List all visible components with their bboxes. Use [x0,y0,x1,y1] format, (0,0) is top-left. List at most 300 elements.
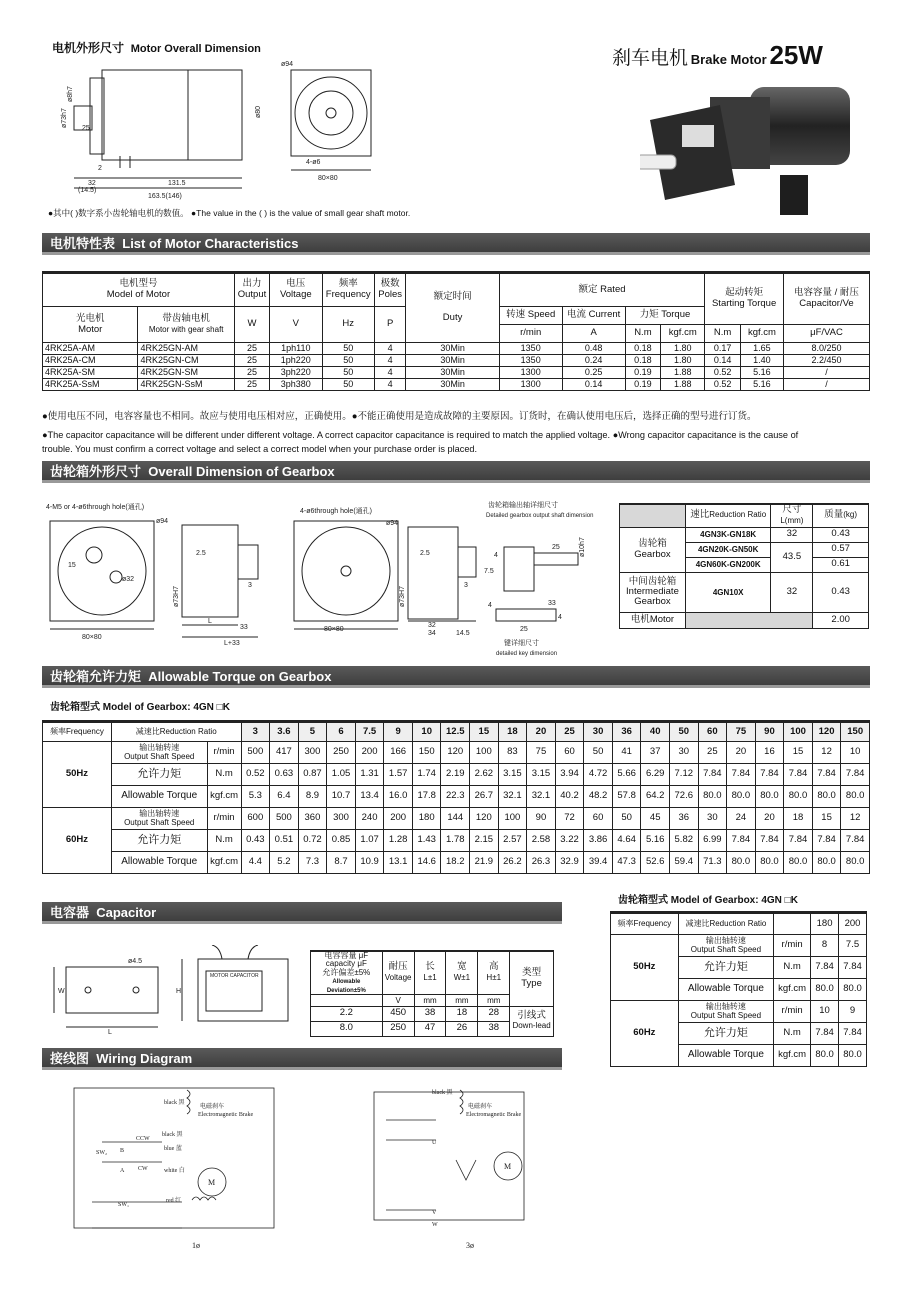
gb-label: 14.5 [456,630,470,637]
value-cell: 80.0 [755,852,784,874]
value-cell: 6.29 [641,764,670,786]
cap-th-h: 高 H±1 [478,951,510,994]
value-cell: 0.63 [270,764,299,786]
freq-cell: 50Hz [611,935,679,1001]
value-cell: 16 [755,742,784,764]
value-cell: 52.6 [641,852,670,874]
gb-label: 15 [68,562,76,569]
table-cell: 25 [234,355,269,367]
gb-label: 3 [248,582,252,589]
ratio-cell: 7.5 [355,722,384,742]
value-cell: 150 [412,742,441,764]
gb-label: 33 [240,624,248,631]
table-cell: 0.14 [705,355,741,367]
value-cell: 80.0 [727,852,756,874]
unit-cell: kgf.cm [774,979,811,1001]
value-cell: 71.3 [698,852,727,874]
motor-characteristics-table [42,271,870,391]
value-cell: 120 [441,742,470,764]
freq-cell: 50Hz [43,742,112,808]
wt-th-w: 质量(kg) [813,504,869,527]
table-cell: / [783,379,869,391]
wire-label: CW [138,1166,148,1172]
value-cell: 180 [412,808,441,830]
capacitor-table [310,950,554,1037]
value-cell: 3.22 [555,830,584,852]
ratio-cell: 15 [470,722,499,742]
cap-unit-l: mm [414,994,446,1006]
th-voltage: 电压 Voltage [270,273,322,307]
value-cell: 18.2 [441,852,470,874]
dim-label: 131.5 [168,180,186,187]
value-cell: 21.9 [470,852,499,874]
wt-ratio: 4GN60K-GN200K [685,557,771,572]
ratio-cell: 18 [498,722,527,742]
wire-label: blue 蓝 [164,1146,182,1152]
gb-label: ø73H7 [173,585,180,607]
table-cell: 1.80 [661,343,705,355]
value-cell: 47.3 [612,852,641,874]
row-label: 输出轴转速 Output Shaft Speed [111,808,207,830]
unit-w: W [234,307,269,343]
value-cell: 0.43 [241,830,270,852]
torque2-model-label: 齿轮箱型式 Model of Gearbox: 4GN □K [618,895,798,906]
gb-label: 2.5 [420,550,430,557]
table-cell: 1.80 [661,355,705,367]
gb-label: 4-ø6through hole(通孔) [300,508,372,515]
unit-cell: r/min [774,935,811,957]
table-cell: 1ph110 [270,343,322,355]
table-cell: 4 [374,355,405,367]
value-cell: 10.9 [355,852,384,874]
value-cell: 7.84 [839,957,867,979]
value-cell: 48.2 [584,786,613,808]
value-cell: 20 [727,742,756,764]
table-cell: 4RK25A-AM [43,343,138,355]
table-cell: 25 [234,367,269,379]
value-cell: 4.64 [612,830,641,852]
value-cell: 1.07 [355,830,384,852]
torque-row [43,808,870,830]
gb-label: 32 [428,622,436,629]
wire-label: M [504,1162,512,1171]
th-starting-torque: 起动转矩 Starting Torque [705,273,784,325]
value-cell: 2.62 [470,764,499,786]
cap-unit-h: mm [478,994,510,1006]
cap-th-type: 类型 Type [510,951,554,1006]
dim-label: 80×80 [318,175,338,182]
unit-cell: r/min [207,742,241,764]
value-cell: 50 [612,808,641,830]
cap-th-capacity: 电容容量 μF capacity μF 允许偏差±5% Allowable Deviation±5% [311,951,383,994]
unit-v: V [270,307,322,343]
table-cell: 4RK25GN-AM [138,343,234,355]
ratio-cell: 180 [811,913,839,935]
corner [774,913,811,935]
th-current: 电流 Current [562,307,625,325]
table-cell: 0.52 [705,367,741,379]
value-cell: 12 [812,742,841,764]
unit-cell: kgf.cm [207,786,241,808]
cap-val: 450 [382,1006,414,1021]
cap-unit-v: V [382,994,414,1006]
wire-label: 电磁刹车 [200,1104,225,1110]
table-row [43,367,870,379]
torque-row [43,742,870,764]
value-cell: 100 [498,808,527,830]
allowable-torque-table-2 [610,911,867,1067]
value-cell: 8.9 [298,786,327,808]
table-cell: 0.48 [562,343,625,355]
row-label: 允许力矩 [678,957,773,979]
table-cell: 1.65 [740,343,783,355]
value-cell: 5.3 [241,786,270,808]
value-cell: 6.4 [270,786,299,808]
wire-caption: 1ø [192,1241,200,1250]
gb-label: 80×80 [82,634,102,641]
freq-cell: 60Hz [43,808,112,874]
value-cell: 7.84 [812,830,841,852]
table-cell: 4RK25GN-SM [138,367,234,379]
value-cell: 80.0 [784,852,813,874]
gb-label: 25 [552,544,560,551]
value-cell: 7.5 [839,935,867,957]
value-cell: 500 [270,808,299,830]
cap-label: MOTOR CAPACITOR [210,973,259,979]
value-cell: 0.52 [241,764,270,786]
table-cell: 50 [322,355,374,367]
table-cell: 1.40 [740,355,783,367]
table-row [43,343,870,355]
wire-label: CCW [136,1136,150,1142]
unit-cell: kgf.cm [774,1045,811,1067]
unit-p: P [374,307,405,343]
row-label: 允许力矩 [111,830,207,852]
value-cell: 80.0 [811,1045,839,1067]
value-cell: 9 [839,1001,867,1023]
value-cell: 80.0 [755,786,784,808]
dim-label: ø8h7 [67,86,74,102]
table-cell: 30Min [406,355,499,367]
value-cell: 1.43 [412,830,441,852]
wiring-diagram-1ph [62,1082,282,1252]
cap-th-voltage: 耐压 Voltage [382,951,414,994]
value-cell: 32.9 [555,852,584,874]
value-cell: 39.4 [584,852,613,874]
row-label: Allowable Torque [678,979,773,1001]
value-cell: 7.84 [727,764,756,786]
value-cell: 1.28 [384,830,413,852]
wt-inter-w: 0.43 [813,572,869,612]
value-cell: 80.0 [811,979,839,1001]
cap-th-w: 宽 W±1 [446,951,478,994]
value-cell: 50 [584,742,613,764]
unit-cell: r/min [207,808,241,830]
value-cell: 300 [298,742,327,764]
unit-cell: r/min [774,1001,811,1023]
th-capacitor: 电容容量 / 耐压 Capacitor/Ve [783,273,869,325]
value-cell: 7.84 [755,830,784,852]
wire-label: 电磁刹车 [468,1104,493,1110]
value-cell: 80.0 [812,786,841,808]
ratio-cell: 50 [669,722,698,742]
th-model: 电机型号 Model of Motor [43,273,235,307]
ratio-cell: 40 [641,722,670,742]
value-cell: 120 [470,808,499,830]
value-cell: 80.0 [841,786,870,808]
value-cell: 26.7 [470,786,499,808]
value-cell: 7.3 [298,852,327,874]
value-cell: 40.2 [555,786,584,808]
characteristics-note-cn: ●使用电压不同，电容容量也不相同。故应与使用电压相对应，正确使用。●不能正确使用是造成故障的主要原因。订货时，在确认使用电压后，选择正确的型号进行订货。 [42,411,757,422]
wt-w: 0.61 [813,557,869,572]
ratio-cell: 20 [527,722,556,742]
gb-label: 3 [464,582,468,589]
ratio-cell: 120 [812,722,841,742]
value-cell: 60 [555,742,584,764]
unit-kgf: kgf.cm [661,325,705,343]
ratio-cell: 12.5 [441,722,470,742]
value-cell: 30 [669,742,698,764]
wire-label: V [432,1210,437,1216]
value-cell: 72.6 [669,786,698,808]
value-cell: 3.94 [555,764,584,786]
motor-dim-note: ●其中( )数字系小齿轮轴电机的数值。 ●The value in the ( ) is the value of small gear shaft motor. [48,208,411,218]
torque-row [43,786,870,808]
value-cell: 14.6 [412,852,441,874]
wt-inter-l: 32 [771,572,813,612]
torque2-row [611,935,867,957]
capacitor-drawing [52,945,308,1035]
value-cell: 2.57 [498,830,527,852]
value-cell: 36 [669,808,698,830]
table-cell: 0.19 [625,379,661,391]
table-cell: 3ph380 [270,379,322,391]
value-cell: 1.78 [441,830,470,852]
value-cell: 13.4 [355,786,384,808]
value-cell: 41 [612,742,641,764]
table-cell: 30Min [406,343,499,355]
ratio-cell: 150 [841,722,870,742]
value-cell: 2.58 [527,830,556,852]
torque-model-label: 齿轮箱型式 Model of Gearbox: 4GN □K [50,702,230,713]
value-cell: 4.4 [241,852,270,874]
gb-label: ø94 [156,518,169,525]
value-cell: 15 [784,742,813,764]
cap-val: 28 [478,1006,510,1021]
gearbox-dimension-drawing [44,497,614,662]
wt-w: 0.43 [813,527,869,542]
wt-ratio: 4GN3K-GN18K [685,527,771,542]
table-cell: 50 [322,367,374,379]
gb-label: 4-M5 or 4-ø6through hole(通孔) [46,504,145,511]
value-cell: 7.84 [811,1023,839,1045]
gb-detail-title: 齿轮箱输出轴详细尺寸 [488,502,558,509]
unit-cell: N.m [774,957,811,979]
wire-label: black 黑 [164,1100,185,1106]
table-cell: 3ph220 [270,367,322,379]
value-cell: 75 [527,742,556,764]
value-cell: 32.1 [527,786,556,808]
row-label: 输出轴转速 Output Shaft Speed [678,935,773,957]
gb-label: 2.5 [196,550,206,557]
unit-cell: N.m [207,764,241,786]
torque2-header-row [611,913,867,935]
ratio-cell: 200 [839,913,867,935]
wire-label: SW₂ [96,1150,108,1156]
wire-label: B [120,1148,125,1154]
ratio-cell: 5 [298,722,327,742]
gb-label: L [208,618,212,625]
wiring-diagram-3ph [356,1080,546,1252]
value-cell: 3.15 [498,764,527,786]
gb-label: ø73H7 [399,585,406,607]
torque-row [43,764,870,786]
th-frequency: 频率Frequency [611,913,679,935]
th-speed: 转速 Speed [499,307,562,325]
value-cell: 72 [555,808,584,830]
unit-kgf-start: kgf.cm [740,325,783,343]
gb-label: 4 [558,614,562,621]
value-cell: 0.72 [298,830,327,852]
value-cell: 12 [841,808,870,830]
freq-cell: 60Hz [611,1001,679,1067]
value-cell: 80.0 [698,786,727,808]
value-cell: 200 [384,808,413,830]
characteristics-note-en-2: trouble. You must confirm a correct voltage and select a correct model when your purchase order is placed. [42,444,478,454]
ratio-cell: 36 [612,722,641,742]
th-output: 出力 Output [234,273,269,307]
table-cell: 4 [374,367,405,379]
dim-label: 163.5(146) [148,193,182,200]
wire-label: U [432,1140,437,1146]
value-cell: 90 [527,808,556,830]
table-cell: 4RK25A-SsM [43,379,138,391]
cap-unit-blank [311,994,383,1006]
value-cell: 3.15 [527,764,556,786]
gb-detail-title-en: Detailed gearbox output shaft dimension [486,513,594,519]
characteristics-note-en-1: ●The capacitor capacitance will be different under different voltage. A correct capacitor capacitance is required to match the applied voltage. ●Wrong capacitor capacitance is the cause of [42,430,799,440]
table-row [43,379,870,391]
gb-label: 34 [428,630,436,637]
value-cell: 7.12 [669,764,698,786]
table-row [43,355,870,367]
table-cell: 30Min [406,367,499,379]
ratio-cell: 25 [555,722,584,742]
th-rated: 额定 Rated [499,273,705,307]
wt-w: 0.57 [813,542,869,557]
cap-label: ø4.5 [128,958,143,965]
wt-th-ratio: 速比Reduction Ratio [685,504,771,527]
value-cell: 200 [355,742,384,764]
value-cell: 7.84 [727,830,756,852]
table-cell: / [783,367,869,379]
value-cell: 1.31 [355,764,384,786]
value-cell: 32.1 [498,786,527,808]
th-poles: 极数 Poles [374,273,405,307]
value-cell: 7.84 [839,1023,867,1045]
dim-label: 2 [98,165,102,172]
gb-label: ø94 [386,520,399,527]
value-cell: 7.84 [811,957,839,979]
value-cell: 18 [784,808,813,830]
gb-label: 4 [488,602,492,609]
table-cell: 25 [234,379,269,391]
table-cell: 4RK25GN-CM [138,355,234,367]
dim-label: 4-ø6 [306,159,321,166]
wt-l: 32 [771,527,813,542]
value-cell: 26.2 [498,852,527,874]
table-cell: 50 [322,343,374,355]
value-cell: 144 [441,808,470,830]
wire-label: red 红 [166,1198,182,1204]
unit-nm: N.m [625,325,661,343]
value-cell: 22.3 [441,786,470,808]
value-cell: 300 [327,808,356,830]
gearbox-dim-section-bar: 齿轮箱外形尺寸 Overall Dimension of Gearbox [42,461,870,483]
wiring-section-bar: 接线图 Wiring Diagram [42,1048,562,1070]
torque-section-bar: 齿轮箱允许力矩 Allowable Torque on Gearbox [42,666,870,688]
value-cell: 0.51 [270,830,299,852]
cap-unit-w: mm [446,994,478,1006]
table-cell: 4 [374,343,405,355]
gb-label: 33 [548,600,556,607]
value-cell: 360 [298,808,327,830]
ratio-cell: 10 [412,722,441,742]
value-cell: 7.84 [784,830,813,852]
value-cell: 80.0 [784,786,813,808]
cap-type: 引线式 Down-lead [510,1006,554,1036]
value-cell: 250 [327,742,356,764]
unit-nm-start: N.m [705,325,741,343]
motor-dim-title: 电机外形尺寸 Motor Overall Dimension [52,41,261,55]
value-cell: 1.57 [384,764,413,786]
th-frequency: 频率 Frequency [322,273,374,307]
value-cell: 2.15 [470,830,499,852]
value-cell: 26.3 [527,852,556,874]
dim-label: ø73h7 [61,108,68,128]
table-cell: 30Min [406,379,499,391]
value-cell: 7.84 [812,764,841,786]
table-cell: 4RK25GN-SsM [138,379,234,391]
wt-motor: 电机Motor [620,612,686,628]
wire-label: black 黑 [432,1090,453,1096]
value-cell: 83 [498,742,527,764]
value-cell: 7.84 [841,830,870,852]
wt-ratio: 4GN20K-GN50K [685,542,771,557]
gb-label: 25 [520,626,528,633]
value-cell: 10 [841,742,870,764]
unit-cap: μF/VAC [783,325,869,343]
row-label: Allowable Torque [111,852,207,874]
wt-corner [620,504,686,527]
th-motor: 光电机 Motor [43,307,138,343]
unit-cell: kgf.cm [207,852,241,874]
value-cell: 3.86 [584,830,613,852]
ratio-cell: 30 [584,722,613,742]
unit-cell: N.m [207,830,241,852]
value-cell: 80.0 [839,979,867,1001]
table-cell: 0.18 [625,343,661,355]
dim-label: 25 [82,125,90,132]
torque-row [43,830,870,852]
value-cell: 7.84 [784,764,813,786]
torque-header-row [43,722,870,742]
table-cell: 0.18 [625,355,661,367]
table-cell: 4RK25A-CM [43,355,138,367]
value-cell: 2.19 [441,764,470,786]
value-cell: 0.87 [298,764,327,786]
